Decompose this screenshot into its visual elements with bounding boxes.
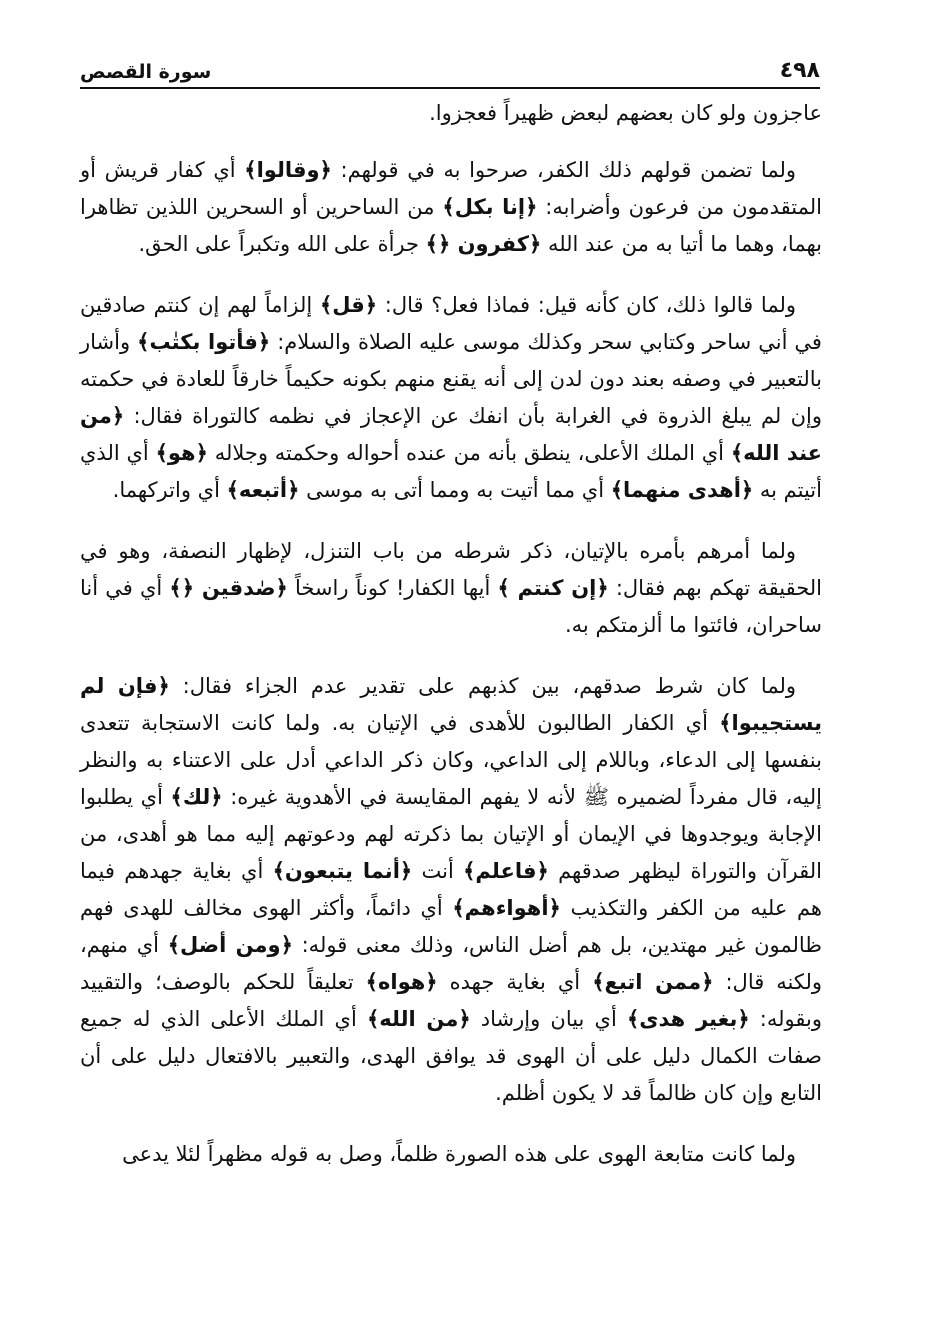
quran-quote: ﴿وقالوا﴾ xyxy=(244,158,332,182)
quran-quote: ﴿إنا بكل﴾ xyxy=(442,195,538,219)
text-run: أي بغاية جهدهم فيما هم عليه من الكفر والتكذيب xyxy=(80,859,822,920)
quran-quote: ﴿إن كنتم ﴾ xyxy=(497,576,609,600)
text-run: أي مما أتيت به ومما أتى به موسى xyxy=(299,478,611,502)
quran-quote: ﴿أهدى منهما﴾ xyxy=(610,478,754,502)
quran-quote: ﴿هو﴾ xyxy=(155,441,208,465)
header-rule xyxy=(80,87,820,89)
paragraph xyxy=(80,152,822,263)
text-run: ولما كان شرط صدقهم، بين كذبهم على تقدير عدم الجزاء فقال: xyxy=(169,674,796,698)
text-run: أي الكفار الطالبون للأهدى في الإتيان به. ولما كانت الاستجابة تتعدى بنفسها إلى الدعاء، وباللام إلى الداعي، وكان ذكر الداعي أدل على الاعتناء به والنظر إليه، قال مفرداً لضميره ﷺ لأنه لا يفهم المقايسة في الأهدوية غيره: xyxy=(80,711,823,809)
text-run: أي منهم، ولكنه قال: xyxy=(80,933,823,994)
text-run: ولما كانت متابعة الهوى على هذه الصورة ظلماً، وصل به قوله مظهراً لئلا يدعى xyxy=(122,1142,796,1166)
text-run: أنت xyxy=(412,859,464,883)
quran-quote: ﴿ومن أضل﴾ xyxy=(167,933,293,957)
paragraph xyxy=(80,95,822,132)
quran-quote: ﴿فإن لم يستجيبوا﴾ xyxy=(80,674,822,735)
text-run: من الساحرين أو السحرين اللذين تظاهرا بهما، وهما ما أتيا به من عند الله xyxy=(80,195,822,256)
text-run: إلزاماً لهم إن كنتم صادقين في أني ساحر وكتابي سحر وكذلك موسى عليه الصلاة والسلام: xyxy=(80,293,822,354)
text-run: أي دائماً، وأكثر الهوى مخالف للهدى فهم ظالمون غير مهتدين، بل هم أضل الناس، وذلك معنى قوله: xyxy=(80,896,822,957)
quran-quote: ﴿أنما يتبعون﴾ xyxy=(272,859,413,883)
quran-quote: ﴿هواه﴾ xyxy=(365,970,438,994)
quran-quote: ﴿بغير هدى﴾ xyxy=(626,1007,750,1031)
text-run: جرأة على الله وتكبراً على الحق. xyxy=(138,232,426,256)
text-run: أيها الكفار! كوناً راسخاً xyxy=(287,576,498,600)
paragraph xyxy=(80,533,822,644)
quran-quote: ﴿لك﴾ xyxy=(170,785,223,809)
page-number: ٤٩٨ xyxy=(779,58,820,83)
quran-quote: ﴿فاعلم﴾ xyxy=(463,859,549,883)
paragraph xyxy=(80,287,822,509)
running-title: سورة القصص xyxy=(80,61,212,83)
quran-quote: ﴿قل﴾ xyxy=(319,293,378,317)
quran-quote: ﴿فأتوا بكتٰب﴾ xyxy=(137,330,271,354)
text-run: أي في أنا ساحران، فائتوا ما ألزمتكم به. xyxy=(80,576,822,637)
text-run: أي الملك الأعلى الذي له جميع صفات الكمال دليل على أن الهوى قد يوافق الهدى، والتعبير بالافتعال دليل على أن التابع وإن كان ظالماً قد لا يكون أظلم. xyxy=(80,1007,822,1105)
quran-quote: ﴿كفرون ﴿﴾ xyxy=(425,232,542,256)
text-run: تعليقاً للحكم بالوصف؛ والتقييد وبقوله: xyxy=(80,970,822,1031)
text-run: وأشار بالتعبير في وصفه بعند دون لدن إلى أنه يقنع منهم بكونه حكيماً خارقاً للعادة في حكمته وإن لم يبلغ الذروة في الغرابة بأن انفك عن الإعجاز في نظمه كالتوراة فقال: xyxy=(80,330,822,428)
text-run: أي كفار قريش أو المتقدمون من فرعون وأضرابه: xyxy=(80,158,822,219)
text-run: أي يطلبوا الإجابة ويوجدوها في الإيمان أو الإتيان بما ذكرته لهم ودعوتهم إليه مما هو أهدى، من القرآن والتوراة ليظهر صدقهم xyxy=(80,785,822,883)
text-run: ولما تضمن قولهم ذلك الكفر، صرحوا به في قولهم: xyxy=(331,158,796,182)
quran-quote: ﴿من الله﴾ xyxy=(366,1007,471,1031)
text-run: أي الذي أتيتم به xyxy=(80,441,822,502)
text-run: أي واتركهما. xyxy=(112,478,227,502)
page-header xyxy=(80,50,820,90)
page-body xyxy=(80,95,822,1197)
text-run: أي بيان وإرشاد xyxy=(470,1007,627,1031)
quran-quote: ﴿صٰدقين ﴿﴾ xyxy=(169,576,288,600)
quran-quote: ﴿ممن اتبع﴾ xyxy=(592,970,714,994)
quran-quote: ﴿أهواءهم﴾ xyxy=(452,896,561,920)
text-run: أي الملك الأعلى، ينطق بأنه من عنده أحواله وحكمته وجلاله xyxy=(207,441,731,465)
quran-quote: ﴿من عند الله﴾ xyxy=(80,404,822,465)
quran-quote: ﴿أتبعه﴾ xyxy=(226,478,300,502)
text-run: ولما أمرهم بأمره بالإتيان، ذكر شرطه من باب التنزل، لإظهار النصفة، وهو في الحقيقة تهكم بهم فقال: xyxy=(80,539,822,600)
text-run: أي بغاية جهده xyxy=(437,970,593,994)
text-run: عاجزون ولو كان بعضهم لبعض ظهيراً فعجزوا. xyxy=(429,101,822,125)
paragraph xyxy=(80,668,822,1112)
paragraph xyxy=(80,1136,822,1173)
text-run: ولما قالوا ذلك، كان كأنه قيل: فماذا فعل؟ قال: xyxy=(377,293,796,317)
